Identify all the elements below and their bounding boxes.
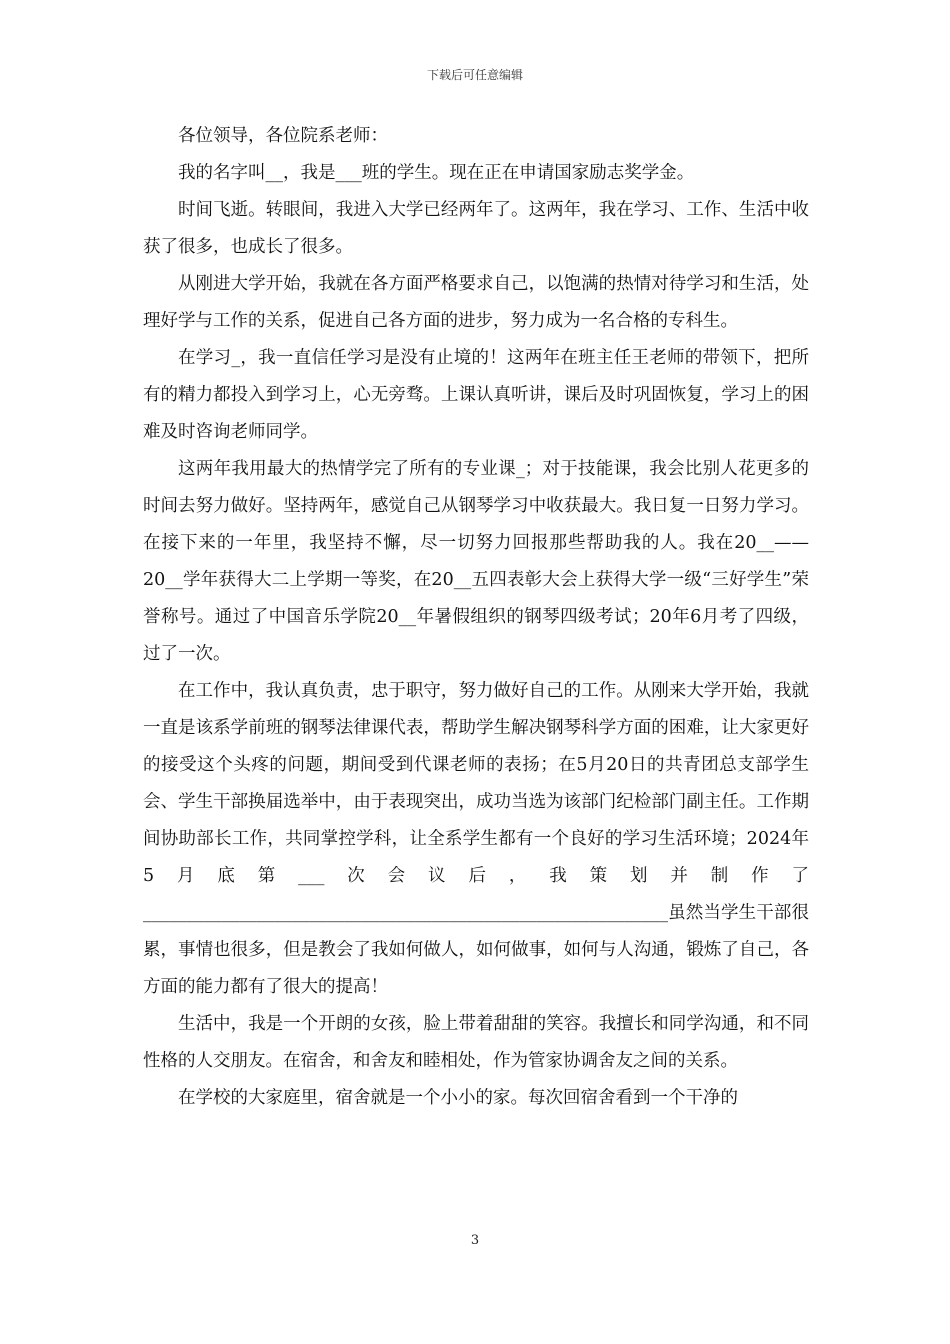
paragraph-study: 在学习_，我一直信任学习是没有止境的！这两年在班主任王老师的带领下，把所有的精力都投入到学习上，心无旁骛。上课认真听讲，课后及时巩固恢复，学习上的困难及时咨询老师同学。 [143, 348, 809, 442]
paragraph-life: 生活中，我是一个开朗的女孩，脸上带着甜甜的笑容。我擅长和同学沟通，和不同性格的人交朋友。在宿舍，和舍友和睦相处，作为管家协调舍友之间的关系。 [143, 1014, 809, 1071]
page-number: 3 [470, 1233, 480, 1248]
paragraph-courses: 这两年我用最大的热情学完了所有的专业课_；对于技能课，我会比别人花更多的时间去努力做好。坚持两年，感觉自己从钢琴学习中收获最大。我日复一日努力学习。在接下来的一年里，我坚持不懈，尽一切努力回报那些帮助我的人。我在20__——20__学年获得大二上学期一等奖，在20__五四表彰大会上获得大学一级“三好学生”荣誉称号。通过了中国音乐学院20__年暑假组织的钢琴四级考试；20年6月考了四级，过了一次。 [143, 459, 809, 664]
paragraph-work: 在工作中，我认真负责，忠于职守，努力做好自己的工作。从刚来大学开始，我就一直是该系学前班的钢琴法律课代表，帮助学生解决钢琴科学方面的困难，让大家更好的接受这个头疼的问题，期间受到代课老师的表扬；在5月20日的共青团总支部学生会、学生干部换届选举中，由于表现突出，成功当选为该部门纪检部门副主任。工作期间协助部长工作，共同掌控学科，让全系学生都有一个良好的学习生活环境；2024年5月底第___次会议后，我策划并制作了____________________________________________________________虽然当学生干部很累，事情也很多，但是教会了我如何做人，如何做事，如何与人沟通，锻炼了自己，各方面的能力都有了很大的提高！ [143, 681, 809, 997]
paragraph-time: 时间飞逝。转眼间，我进入大学已经两年了。这两年，我在学习、工作、生活中收获了很多，也成长了很多。 [143, 200, 809, 257]
paragraph-dormitory: 在学校的大家庭里，宿舍就是一个小小的家。每次回宿舍看到一个干净的 [178, 1088, 738, 1108]
document-body [143, 118, 809, 1117]
paragraph-intro: 我的名字叫__，我是___班的学生。现在正在申请国家励志奖学金。 [178, 163, 695, 183]
paragraph-requirements: 从刚进大学开始，我就在各方面严格要求自己，以饱满的热情对待学习和生活，处理好学与工作的关系，促进自己各方面的进步，努力成为一名合格的专科生。 [143, 274, 809, 331]
salutation: 各位领导，各位院系老师： [178, 126, 388, 146]
page-header: 下载后可任意编辑 [426, 68, 523, 82]
